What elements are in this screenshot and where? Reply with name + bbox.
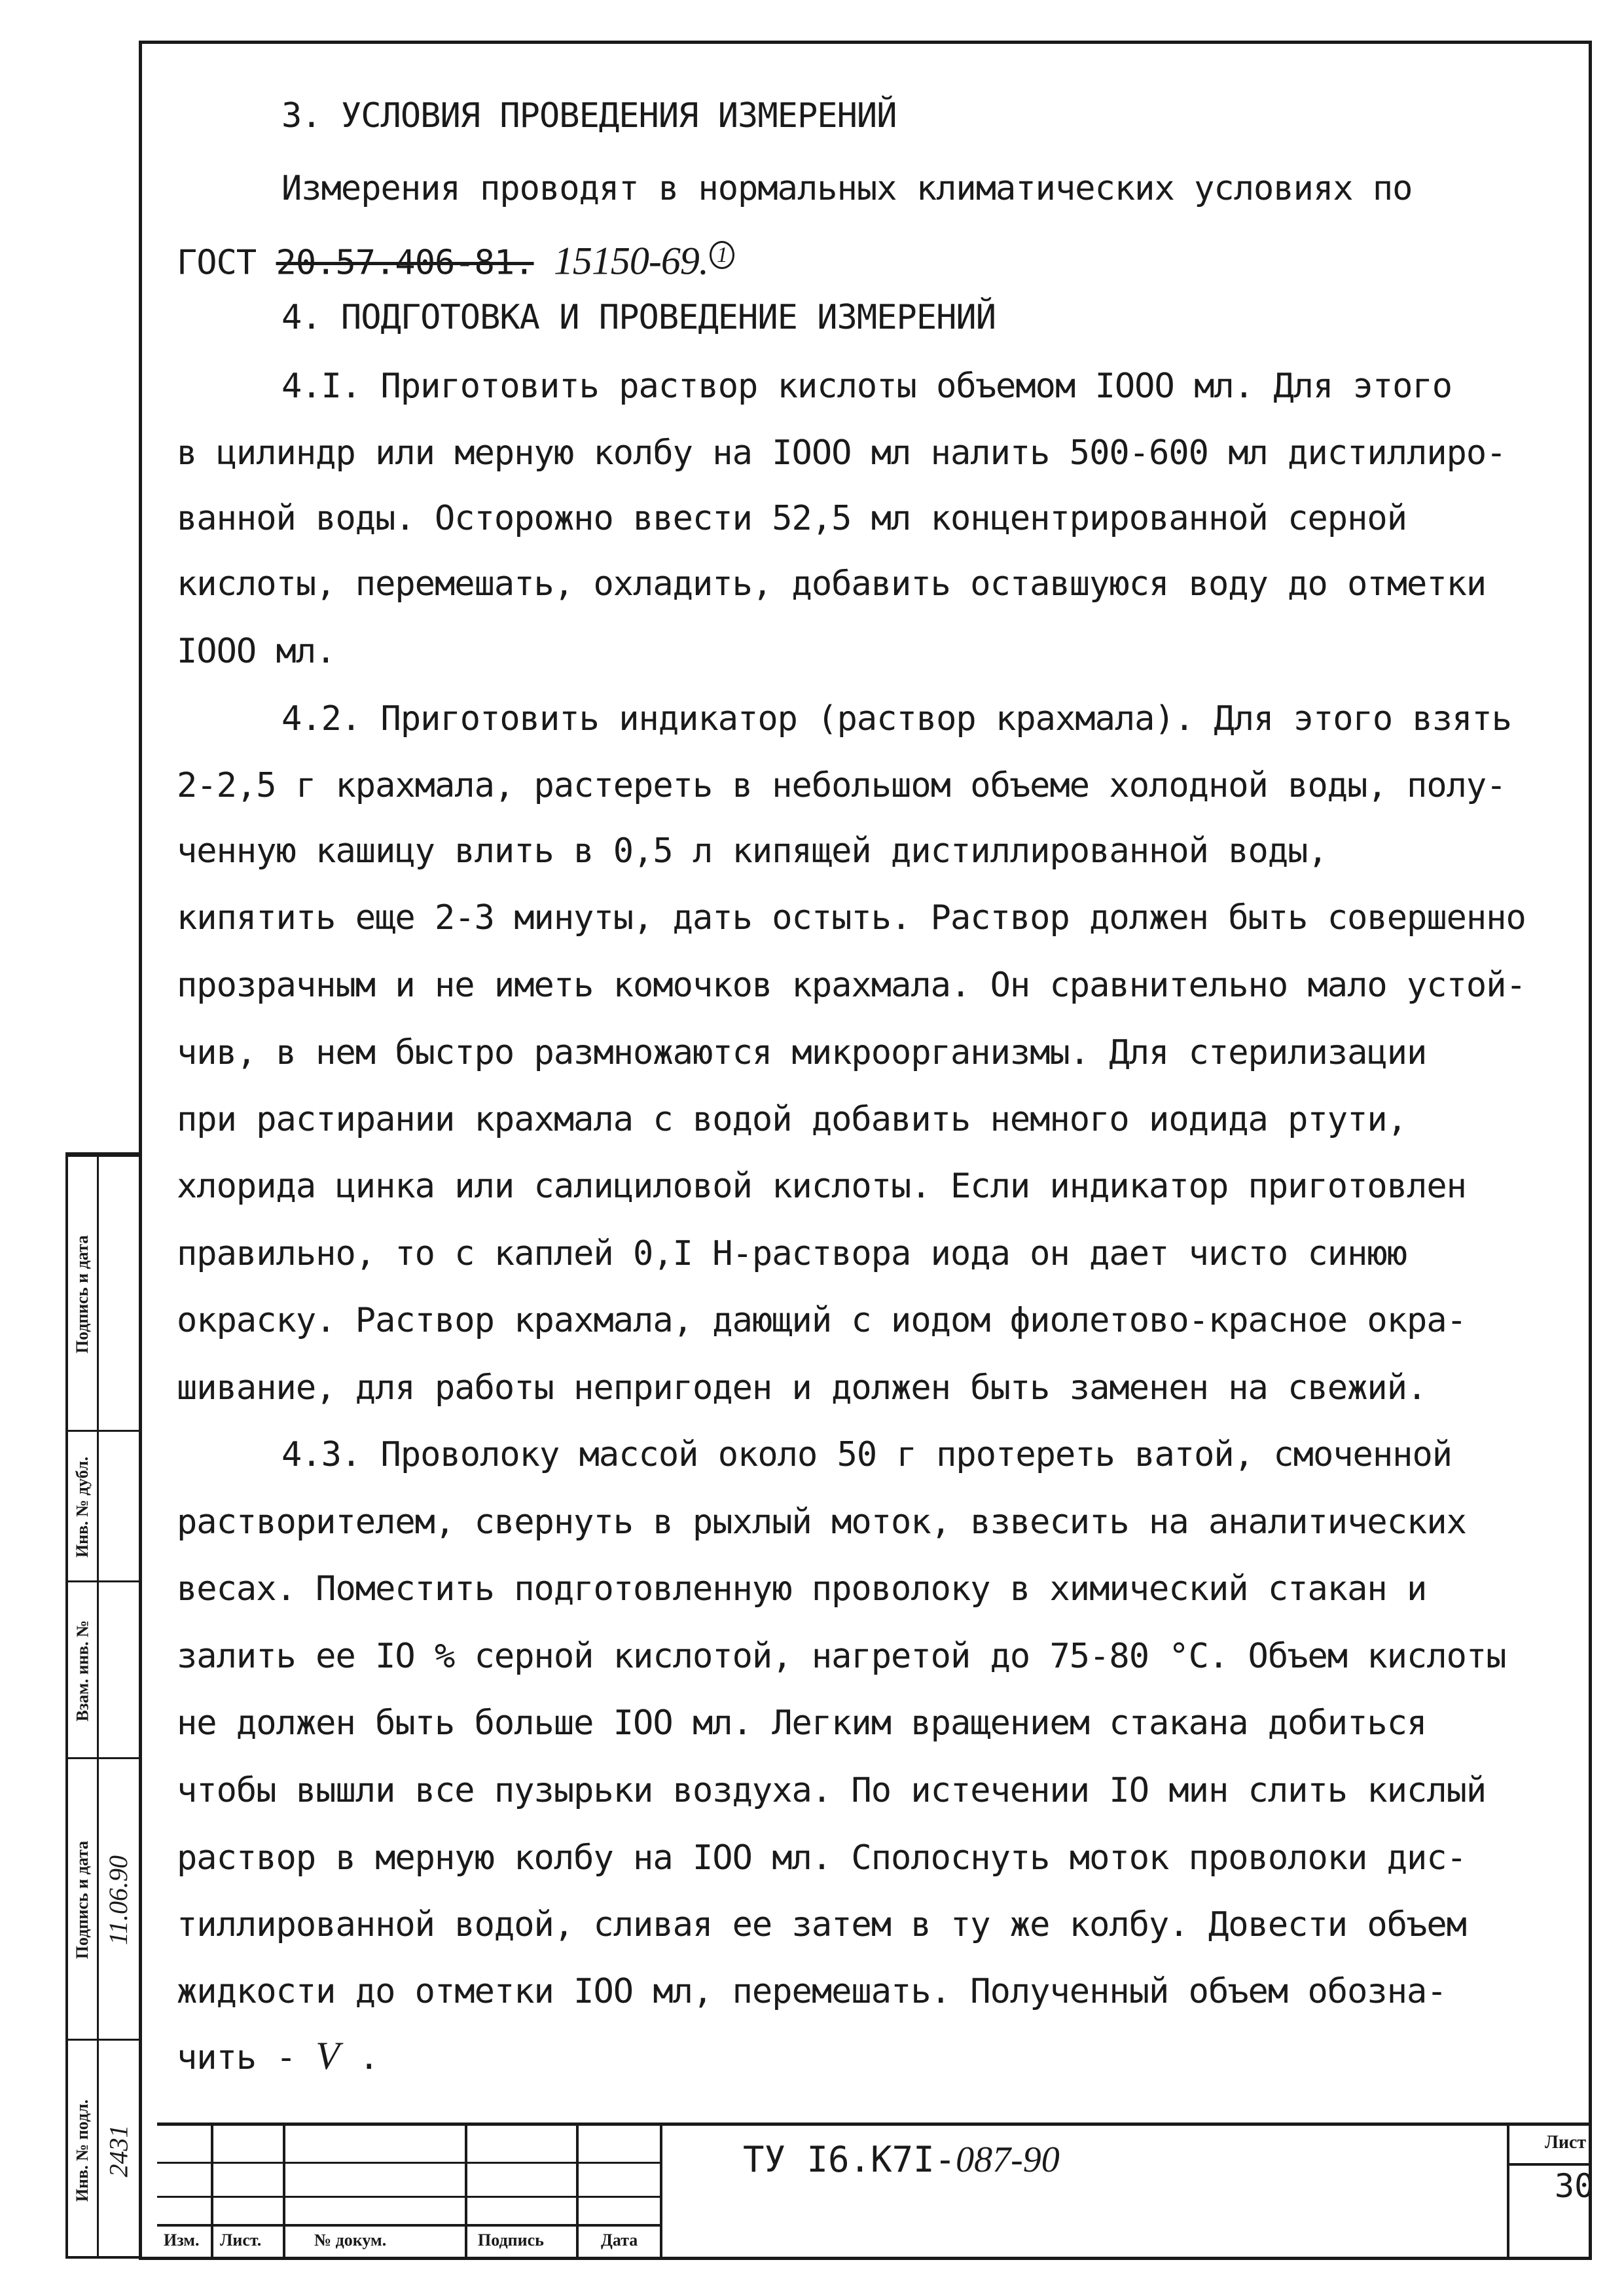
side-cell-dup-inv xyxy=(68,1430,139,1580)
side-cell-signature-date xyxy=(68,1757,139,2039)
text-line: 2-2,5 г крахмала, растереть в небольшом объеме холодной воды, полу- xyxy=(177,766,1506,805)
gost-line xyxy=(177,236,734,282)
text-line: чив, в нем быстро размножаются микроорганизмы. Для стерилизации xyxy=(177,1033,1427,1072)
gost-prefix: ГОСТ xyxy=(177,243,257,283)
side-stamp xyxy=(65,1152,139,2259)
document-code xyxy=(743,2139,1060,2181)
section-heading-4: 4. ПОДГОТОВКА И ПРОВЕДЕНИЕ ИЗМЕРЕНИЙ xyxy=(281,298,996,337)
col-label-sheet: Лист. xyxy=(220,2231,262,2250)
side-label: Инв. № подл. xyxy=(73,2099,92,2202)
text-line: при растирании крахмала с водой добавить немного иодида ртути, xyxy=(177,1100,1407,1139)
text-line-last xyxy=(177,2036,378,2077)
text-line: хлорида цинка или салициловой кислоты. Если индикатор приготовлен xyxy=(177,1167,1466,1206)
text-line: Измерения проводят в нормальных климатических условиях по xyxy=(281,169,1413,208)
title-block-top-rule xyxy=(157,2123,1592,2126)
text-line: растворителем, свернуть в рыхлый моток, взвесить на аналитических xyxy=(177,1503,1466,1542)
text-line: кипятить еще 2-3 минуты, дать остыть. Раствор должен быть совершенно xyxy=(177,898,1526,938)
revision-mark: 1 xyxy=(710,241,734,269)
side-label: Подпись и дата xyxy=(73,1840,92,1959)
section-heading-3: 3. УСЛОВИЯ ПРОВЕДЕНИЯ ИЗМЕРЕНИЙ xyxy=(281,96,897,136)
side-cell-orig-inv xyxy=(68,2039,139,2259)
text-line: чтобы вышли все пузырьки воздуха. По истечении IO мин слить кислый xyxy=(177,1771,1487,1810)
text-line: весах. Поместить подготовленную проволоку в химический стакан и xyxy=(177,1569,1427,1609)
title-block-row-rule xyxy=(157,2224,661,2227)
col-label-date: Дата xyxy=(601,2231,638,2250)
col-label-signature: Подпись xyxy=(478,2231,544,2250)
title-block-row-rule xyxy=(157,2162,661,2164)
title-block-col-rule xyxy=(576,2123,579,2260)
text-line: правильно, то с каплей 0,I Н-раствора иода он дает чисто синюю xyxy=(177,1234,1407,1273)
text-line: жидкости до отметки IOO мл, перемешать. Полученный объем обозна- xyxy=(177,1972,1447,2011)
text-line: IOOO мл. xyxy=(177,632,336,671)
text-line: ченную кашицу влить в 0,5 л кипящей дистиллированной воды, xyxy=(177,831,1327,871)
side-cell-replace-inv xyxy=(68,1580,139,1757)
text-line: прозрачным и не иметь комочков крахмала. Он сравнительно мало устой- xyxy=(177,966,1526,1005)
text-line: 4.2. Приготовить индикатор (раствор крахмала). Для этого взять xyxy=(281,699,1512,738)
sheet-label: Лист xyxy=(1545,2132,1587,2153)
period: . xyxy=(359,2038,379,2077)
col-label-change: Изм. xyxy=(164,2231,200,2250)
text-line: не должен быть больше IOO мл. Легким вращением стакана добиться xyxy=(177,1704,1427,1743)
text-line: тиллированной водой, сливая ее затем в ту же колбу. Довести объем xyxy=(177,1905,1466,1944)
gost-handwritten-number: 15150-69. xyxy=(553,239,708,283)
text-line: залить ее IO % серной кислотой, нагретой до 75-80 °С. Объем кислоты xyxy=(177,1637,1506,1676)
text-line: шивание, для работы непригоден и должен быть заменен на свежий. xyxy=(177,1368,1427,1408)
text-line: в цилиндр или мерную колбу на IOOO мл налить 500-600 мл дистиллиро- xyxy=(177,433,1506,473)
title-block-col-rule xyxy=(211,2123,213,2260)
title-block-col-rule xyxy=(660,2123,662,2260)
col-label-doc-number: № докум. xyxy=(314,2231,387,2250)
handwritten-date: 11.06.90 xyxy=(103,1855,134,1945)
text-line: кислоты, перемешать, охладить, добавить оставшуюся воду до отметки xyxy=(177,564,1487,604)
handwritten-symbol: V xyxy=(316,2034,339,2077)
side-label: Инв. № дубл. xyxy=(73,1456,92,1558)
side-label: Взам. инв. № xyxy=(73,1620,92,1722)
text-line: раствор в мерную колбу на IOO мл. Сполоснуть моток проволоки дис- xyxy=(177,1838,1466,1878)
sheet-cell-rule xyxy=(1509,2163,1589,2166)
text-line: 4.3. Проволоку массой около 50 г протереть ватой, смоченной xyxy=(281,1435,1453,1474)
text-line: ванной воды. Осторожно ввести 52,5 мл концентрированной серной xyxy=(177,499,1407,538)
text-line: окраску. Раствор крахмала, дающий с иодом фиолетово-красное окра- xyxy=(177,1301,1466,1340)
title-block-col-rule xyxy=(465,2123,467,2260)
gost-struck-number: 20.57.406-81. xyxy=(276,243,534,283)
handwritten-inv-number: 2431 xyxy=(103,2124,134,2177)
title-block-col-rule xyxy=(283,2123,285,2260)
title-block-col-rule xyxy=(1507,2123,1509,2260)
text-line-last-printed: чить - xyxy=(177,2038,296,2077)
text-line: 4.I. Приготовить раствор кислоты объемом IOOO мл. Для этого xyxy=(281,367,1453,406)
title-block xyxy=(157,2123,1595,2260)
side-cell-signature-date-top xyxy=(68,1155,139,1430)
side-label: Подпись и дата xyxy=(73,1235,92,1354)
document-code-handwritten: 087-90 xyxy=(956,2140,1060,2180)
sheet-number: 30 xyxy=(1555,2167,1595,2205)
title-block-row-rule xyxy=(157,2196,661,2198)
document-code-printed: ТУ I6.К7I- xyxy=(743,2139,956,2180)
